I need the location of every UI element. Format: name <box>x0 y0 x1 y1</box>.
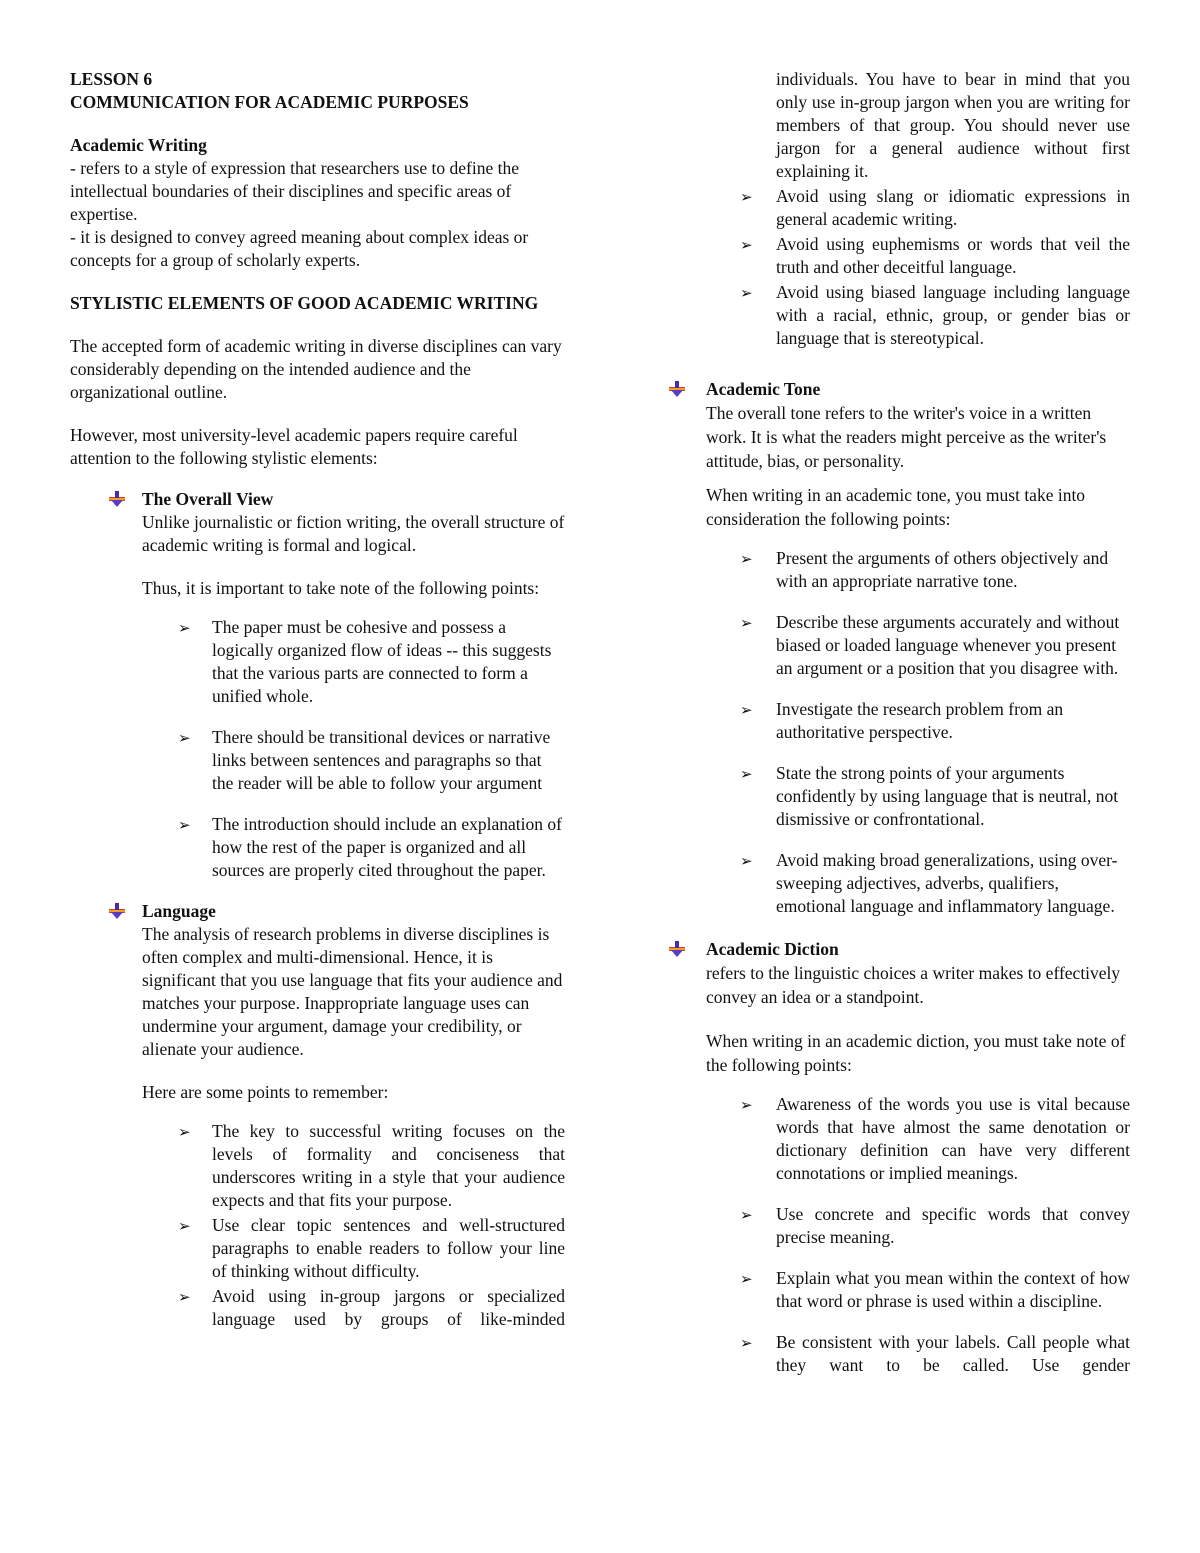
overall-view-heading: The Overall View <box>142 489 274 509</box>
lesson-title: COMMUNICATION FOR ACADEMIC PURPOSES <box>70 92 469 112</box>
arrow-bullet-icon: ➢ <box>740 1096 753 1114</box>
list-item: ➢ Avoid using biased language including language with a racial, ethnic, group, or gender bias or language that is stereotypical. <box>740 282 1130 348</box>
stylistic-heading: STYLISTIC ELEMENTS OF GOOD ACADEMIC WRITING <box>70 293 539 313</box>
list-item: ➢ Explain what you mean within the context of how that word or phrase is used within a discipline. <box>740 1268 1130 1311</box>
arrow-bullet-icon: ➢ <box>178 619 191 637</box>
lesson-number: LESSON 6 <box>70 69 153 89</box>
plus-arrow-icon <box>668 940 686 958</box>
arrow-bullet-icon: ➢ <box>740 284 753 302</box>
academic-diction-points <box>668 1093 1130 1377</box>
arrow-bullet-icon: ➢ <box>740 1334 753 1352</box>
language-continued: individuals. You have to bear in mind that you only use in-group jargon when you are writing for members of that group. You should never use jargon for a general audience without first explaining it. <box>776 69 1130 181</box>
list-item: ➢ Use clear topic sentences and well-structured paragraphs to enable readers to follow your line of thinking without difficulty. <box>178 1215 565 1281</box>
language-section <box>70 900 565 1331</box>
academic-tone-text2: When writing in an academic tone, you must take into consideration the following points: <box>706 485 1086 529</box>
arrow-bullet-icon: ➢ <box>740 236 753 254</box>
overall-view-points <box>70 616 565 882</box>
arrow-bullet-icon: ➢ <box>740 765 753 783</box>
list-item: ➢ Avoid using euphemisms or words that veil the truth and other deceitful language. <box>740 234 1130 277</box>
arrow-bullet-icon: ➢ <box>740 188 753 206</box>
stylistic-intro1: The accepted form of academic writing in diverse disciplines can vary considerably depending on the intended audience and the organizational outline. <box>70 336 562 402</box>
list-item: ➢ Investigate the research problem from an authoritative perspective. <box>740 699 1064 742</box>
arrow-bullet-icon: ➢ <box>740 1206 753 1224</box>
right-column <box>668 68 1130 1377</box>
academic-diction-section <box>668 938 1130 1377</box>
left-column <box>70 68 565 1331</box>
arrow-bullet-icon: ➢ <box>178 729 191 747</box>
arrow-bullet-icon: ➢ <box>178 1123 191 1141</box>
list-item: ➢ Be consistent with your labels. Call people what they want to be called. Use gender <box>740 1332 1130 1375</box>
academic-tone-points <box>668 547 1130 918</box>
language-heading: Language <box>142 901 216 921</box>
plus-arrow-icon <box>108 902 126 920</box>
arrow-bullet-icon: ➢ <box>178 816 191 834</box>
language-points <box>70 1120 565 1331</box>
arrow-bullet-icon: ➢ <box>740 550 753 568</box>
list-item: ➢ State the strong points of your arguments confidently by using language that is neutral, not dismissive or confrontational. <box>740 763 1119 829</box>
language-text1: The analysis of research problems in diverse disciplines is often complex and multi-dimensional. Hence, it is significant that you use language that fits your audience and matches your purpose. Inappropriate language uses can undermine your argument, damage your credibility, or alienate your audience. <box>142 924 563 1059</box>
academic-writing-heading: Academic Writing <box>70 135 207 155</box>
academic-diction-text1: refers to the linguistic choices a writer makes to effectively convey an idea or a standpoint. <box>706 963 1121 1007</box>
academic-tone-section <box>668 378 1130 918</box>
arrow-bullet-icon: ➢ <box>740 701 753 719</box>
plus-arrow-icon <box>668 380 686 398</box>
list-item: ➢ Awareness of the words you use is vital because words that have almost the same denotation or dictionary definition can have very different connotations or implied meanings. <box>740 1094 1130 1183</box>
arrow-bullet-icon: ➢ <box>740 1270 753 1288</box>
list-item: ➢ Avoid using slang or idiomatic expressions in general academic writing. <box>740 186 1130 229</box>
arrow-bullet-icon: ➢ <box>178 1217 191 1235</box>
arrow-bullet-icon: ➢ <box>740 852 753 870</box>
stylistic-intro2: However, most university-level academic papers require careful attention to the following stylistic elements: <box>70 425 518 468</box>
list-item: ➢ Describe these arguments accurately and without biased or loaded language whenever you present an argument or a position that you disagree with. <box>740 612 1120 678</box>
list-item: ➢ Use concrete and specific words that convey precise meaning. <box>740 1204 1130 1247</box>
plus-arrow-icon <box>108 490 126 508</box>
list-item: ➢ Present the arguments of others objectively and with an appropriate narrative tone. <box>740 548 1109 591</box>
list-item: ➢ The paper must be cohesive and possess a logically organized flow of ideas -- this suggests that the various parts are connected to form a unified whole. <box>178 617 552 706</box>
academic-diction-heading: Academic Diction <box>706 939 839 959</box>
language-text2: Here are some points to remember: <box>142 1082 389 1102</box>
arrow-bullet-icon: ➢ <box>740 614 753 632</box>
list-item: ➢ Avoid making broad generalizations, using over-sweeping adjectives, adverbs, qualifiers, emotional language and inflammatory language. <box>740 850 1118 916</box>
arrow-bullet-icon: ➢ <box>178 1288 191 1306</box>
overall-view-text2: Thus, it is important to take note of the following points: <box>142 578 540 598</box>
list-item: ➢ The introduction should include an explanation of how the rest of the paper is organized and all sources are properly cited throughout the paper. <box>178 814 562 880</box>
language-points-continued <box>668 185 1130 350</box>
overall-view-section <box>70 488 565 882</box>
academic-tone-heading: Academic Tone <box>706 379 821 399</box>
academic-writing-def2: - it is designed to convey agreed meaning about complex ideas or concepts for a group of scholarly experts. <box>70 227 529 270</box>
list-item: ➢ There should be transitional devices or narrative links between sentences and paragraphs so that the reader will be able to follow your argument <box>178 727 551 793</box>
academic-writing-def1: - refers to a style of expression that researchers use to define the intellectual boundaries of their disciplines and specific areas of expertise. <box>70 158 519 224</box>
list-item: ➢ Avoid using in-group jargons or specialized language used by groups of like-minded <box>178 1286 565 1329</box>
academic-tone-text1: The overall tone refers to the writer's voice in a written work. It is what the readers might perceive as the writer's attitude, bias, or personality. <box>706 403 1107 471</box>
list-item: ➢ The key to successful writing focuses on the levels of formality and conciseness that underscores writing in a style that your audience expects and that fits your purpose. <box>178 1121 565 1210</box>
academic-diction-text2: When writing in an academic diction, you must take note of the following points: <box>706 1031 1126 1075</box>
overall-view-text1: Unlike journalistic or fiction writing, the overall structure of academic writing is formal and logical. <box>142 512 565 555</box>
